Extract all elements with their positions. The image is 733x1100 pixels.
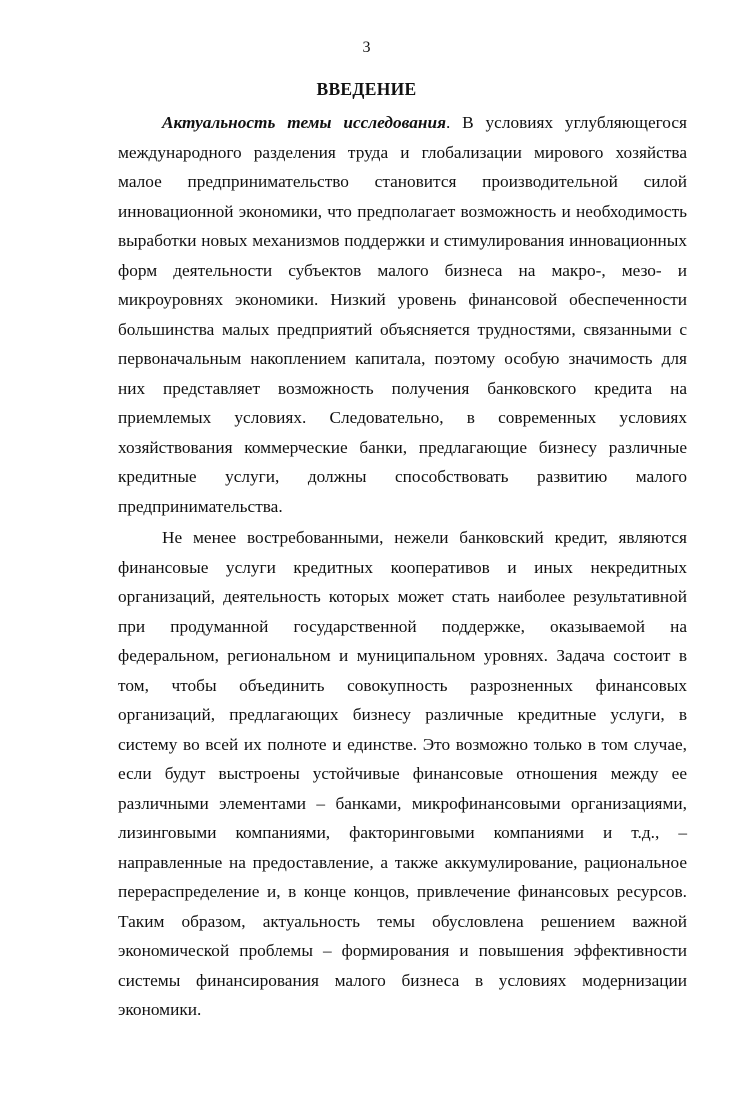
paragraph-financial-services (118, 523, 687, 1025)
body-text (118, 108, 687, 1027)
paragraph-text: . В условиях углубляющегося международного разделения труда и глобализации мирового хозяйства малое предпринимательство становится производительной силой инновационной экономики, что предполагает возможность и необходимость выработки новых механизмов поддержки и стимулирования инновационных форм деятельности субъектов малого бизнеса на макро-, мезо- и микроуровнях экономики. Низкий уровень финансовой обеспеченности большинства малых предприятий объясняется трудностями, связанными с первоначальным накоплением капитала, поэтому особую значимость для них представляет возможность получения банковского кредита на приемлемых условиях. Следовательно, в современных условиях хозяйствования коммерческие банки, предлагающие бизнесу различные кредитные услуги, должны способствовать развитию малого предпринимательства. (118, 113, 687, 516)
paragraph-relevance (118, 108, 687, 521)
paragraph-text: Не менее востребованными, нежели банковский кредит, являются финансовые услуги кредитных кооперативов и иных некредитных организаций, деятельность которых может стать наиболее результативной при продуманной государственной поддержке, оказываемой на федеральном, региональном и муниципальном уровнях. Задача состоит в том, чтобы объединить совокупность разрозненных финансовых организаций, предлагающих бизнесу различные кредитные услуги, в систему во всей их полноте и единстве. Это возможно только в том случае, если будут выстроены устойчивые финансовые отношения между ее различными элементами – банками, микрофинансовыми организациями, лизинговыми компаниями, факторинговыми компаниями и т.д., – направленные на предоставление, а также аккумулирование, рациональное перераспределение и, в конце концов, привлечение финансовых ресурсов. Таким образом, актуальность темы обусловлена решением важной экономической проблемы – формирования и повышения эффективности системы финансирования малого бизнеса в условиях модернизации экономики. (118, 528, 687, 1019)
section-heading: ВВЕДЕНИЕ (316, 79, 417, 99)
paragraph-lead: Актуальность темы исследования (162, 113, 446, 132)
page-number: 3 (362, 39, 371, 56)
